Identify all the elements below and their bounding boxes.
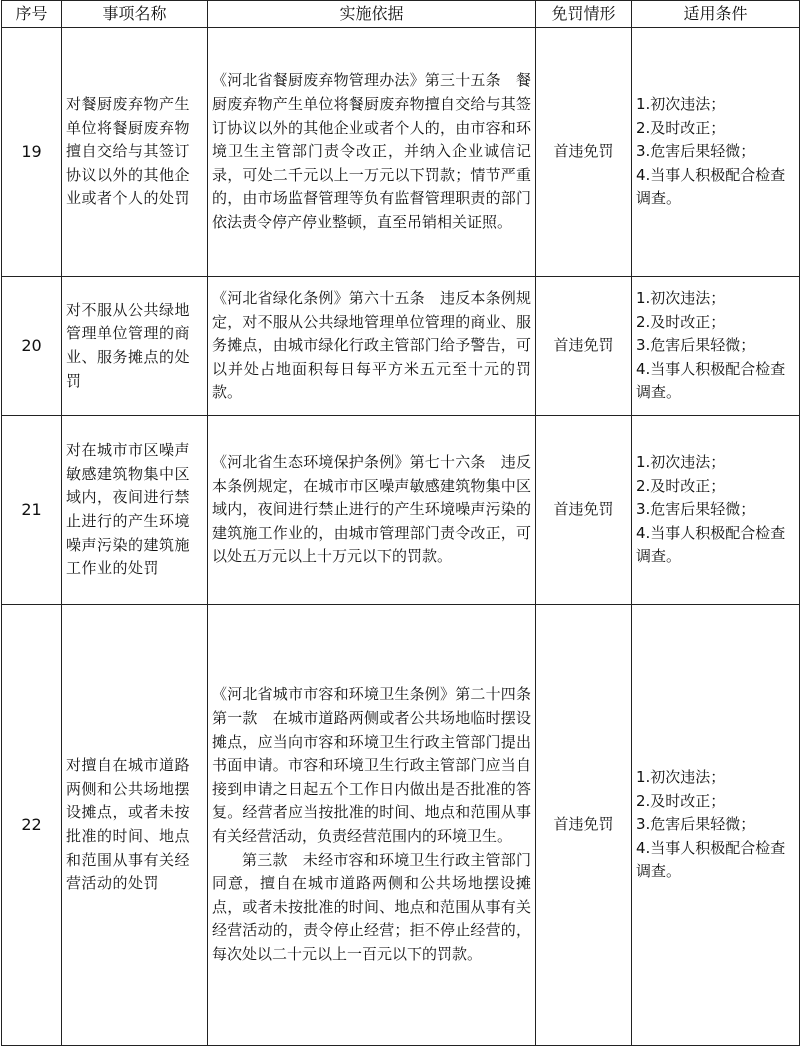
penalty-exemption-table [1,0,800,1046]
basis-paragraph: 第三款 未经市容和环境卫生行政主管部门同意，擅自在城市道路两侧和公共场地摆设摊点，或者未按批准的时间、地点和范围从事有关经营活动的，责令停止经营；拒不停止经营的，每次处以二十元以上一百元以下的罚款。 [212,850,531,963]
exemption-type: 首违免罚 [536,28,632,277]
condition-item: 2.及时改正； [636,476,726,495]
exemption-type: 首违免罚 [536,605,632,1046]
condition-item: 1.初次违法； [636,768,726,787]
table-header-row [2,1,800,28]
table-row [2,28,800,277]
condition-item: 3.危害后果轻微； [636,500,756,519]
row-number: 20 [2,277,62,416]
condition-item: 2.及时改正； [636,312,726,331]
legal-basis [208,416,536,605]
header-basis: 实施依据 [208,1,536,28]
conditions [632,416,800,605]
header-exemption: 免罚情形 [536,1,632,28]
conditions [632,605,800,1046]
exemption-type: 首违免罚 [536,277,632,416]
condition-item: 1.初次违法； [636,453,726,472]
condition-item: 2.及时改正； [636,118,726,137]
condition-item: 2.及时改正； [636,791,726,810]
header-name: 事项名称 [62,1,208,28]
conditions [632,28,800,277]
condition-item: 3.危害后果轻微； [636,142,756,161]
condition-item: 1.初次违法； [636,289,726,308]
table-row [2,605,800,1046]
condition-item: 3.危害后果轻微； [636,336,756,355]
basis-paragraph: 《河北省城市市容和环境卫生条例》第二十四条第一款 在城市道路两侧或者公共场地临时摆设摊点，应当向市容和环境卫生行政主管部门提出书面申请。市容和环境卫生行政主管部门应当自接到申请之日起五个工作日内做出是否批准的答复。经营者应当按批准的时间、地点和范围从事有关经营活动，负责经营范围内的环境卫生。 [212,685,531,845]
basis-paragraph: 《河北省生态环境保护条例》第七十六条 违反本条例规定，在城市市区噪声敏感建筑物集中区域内，夜间进行禁止进行的产生环境噪声污染的建筑施工作业的，由城市管理部门责令改正，可以处五万元以上十万元以下的罚款。 [212,453,531,566]
row-number: 19 [2,28,62,277]
row-number: 21 [2,416,62,605]
conditions [632,277,800,416]
legal-basis [208,605,536,1046]
item-name: 对在城市市区噪声敏感建筑物集中区域内，夜间进行禁止进行的产生环境噪声污染的建筑施工作业的处罚 [62,416,208,605]
condition-item: 1.初次违法； [636,95,726,114]
item-name: 对餐厨废弃物产生单位将餐厨废弃物擅自交给与其签订协议以外的其他企业或者个人的处罚 [62,28,208,277]
item-name: 对不服从公共绿地管理单位管理的商业、服务摊点的处罚 [62,277,208,416]
condition-item: 4.当事人积极配合检查调查。 [636,359,786,402]
row-number: 22 [2,605,62,1046]
condition-item: 4.当事人积极配合检查调查。 [636,523,786,566]
exemption-type: 首违免罚 [536,416,632,605]
header-conditions: 适用条件 [632,1,800,28]
condition-item: 4.当事人积极配合检查调查。 [636,165,786,208]
basis-paragraph: 《河北省餐厨废弃物管理办法》第三十五条 餐厨废弃物产生单位将餐厨废弃物擅自交给与其签订协议以外的其他企业或者个人的，由市容和环境卫生主管部门责令改正，并纳入企业诚信记录，可处二千元以上一万元以下罚款；情节严重的，由市场监督管理等负有监督管理职责的部门依法责令停产停业整顿，直至吊销相关证照。 [212,71,531,231]
condition-item: 3.危害后果轻微； [636,815,756,834]
table-row [2,416,800,605]
basis-paragraph: 《河北省绿化条例》第六十五条 违反本条例规定，对不服从公共绿地管理单位管理的商业、服务摊点，由城市绿化行政主管部门给予警告，可以并处占地面积每日每平方米五元至十元的罚款。 [212,289,531,402]
legal-basis [208,28,536,277]
header-no: 序号 [2,1,62,28]
condition-item: 4.当事人积极配合检查调查。 [636,838,786,881]
legal-basis [208,277,536,416]
item-name: 对擅自在城市道路两侧和公共场地摆设摊点，或者未按批准的时间、地点和范围从事有关经营活动的处罚 [62,605,208,1046]
table-row [2,277,800,416]
